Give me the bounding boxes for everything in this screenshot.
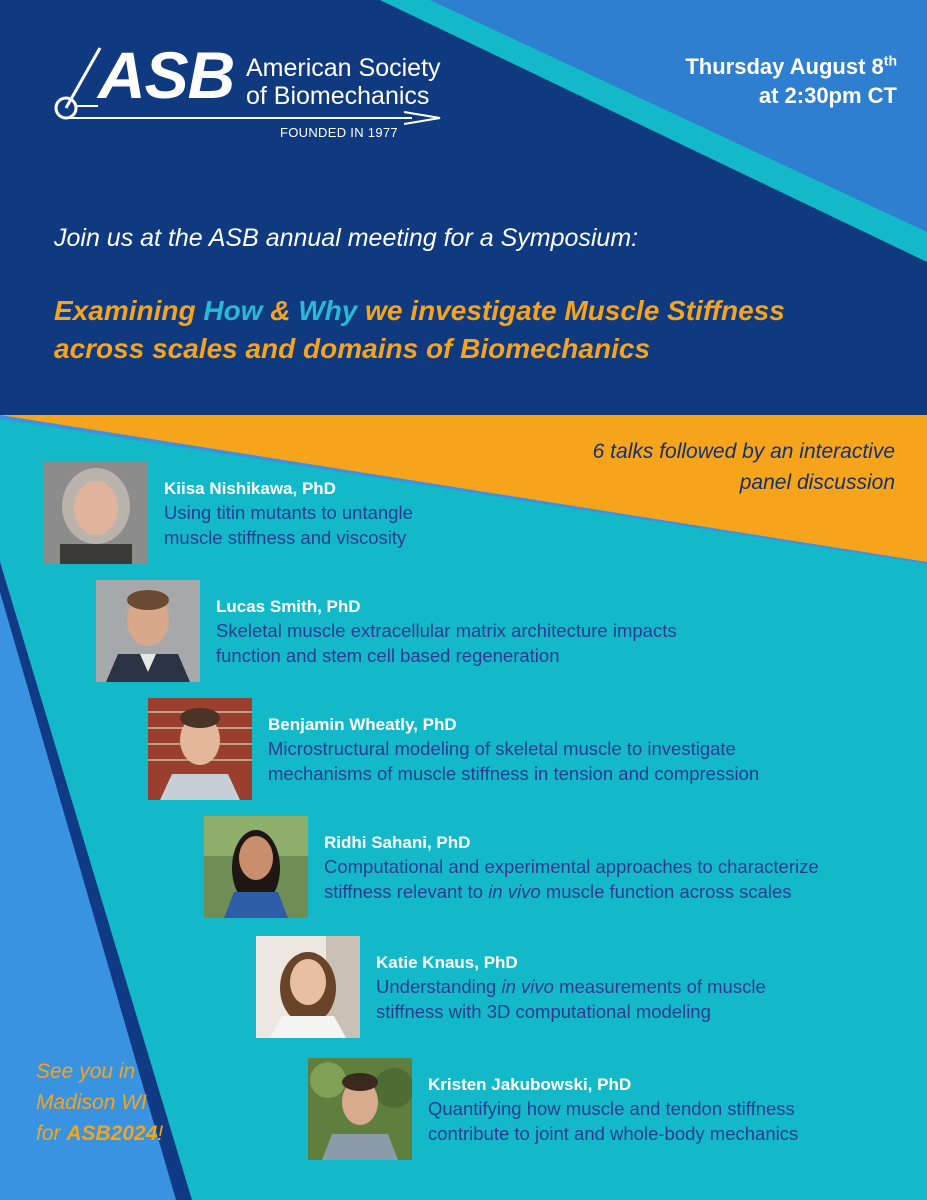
talk-title-line2 <box>324 879 819 904</box>
talk-text: muscle function across scales <box>540 881 792 902</box>
speaker-photo <box>148 698 252 800</box>
speaker-photo <box>308 1058 412 1160</box>
title-amp: & <box>262 295 299 326</box>
title-line1 <box>54 292 785 330</box>
event-date-suffix: th <box>883 52 897 69</box>
talks-note-line1: 6 talks followed by an interactive <box>592 440 895 463</box>
closing-line2: Madison WI <box>36 1091 147 1114</box>
title-why: Why <box>298 295 358 326</box>
logo-founded: FOUNDED IN 1977 <box>280 125 398 140</box>
speaker-name: Kristen Jakubowski, PhD <box>428 1075 632 1094</box>
talk-title-line2: stiffness with 3D computational modeling <box>376 1001 711 1022</box>
talk-title-line1: Using titin mutants to untangle <box>164 502 413 523</box>
talk-title-line1: Microstructural modeling of skeletal muscle to investigate <box>268 738 736 759</box>
title-line2: across scales and domains of Biomechanics <box>54 333 651 364</box>
title-part1: Examining <box>54 295 204 326</box>
speaker-info <box>164 478 413 550</box>
talk-text-italic: in vivo <box>501 976 554 997</box>
closing-text: ! <box>157 1122 164 1145</box>
closing-event-name: ASB2024 <box>66 1122 158 1145</box>
event-date <box>685 52 897 81</box>
speaker-name: Lucas Smith, PhD <box>216 597 361 616</box>
speaker-info <box>268 714 759 786</box>
talk-text: Understanding <box>376 976 502 997</box>
talk-title-line2: mechanisms of muscle stiffness in tension and compression <box>268 763 760 784</box>
speaker-photo <box>96 580 200 682</box>
talk-title-line1: Quantifying how muscle and tendon stiffness <box>428 1098 795 1119</box>
talk-title-line1: Skeletal muscle extracellular matrix architecture impacts <box>216 620 677 641</box>
logo-acronym: ASB <box>98 38 235 112</box>
event-date-text: Thursday August 8 <box>685 54 884 79</box>
speaker-name: Ridhi Sahani, PhD <box>324 833 471 852</box>
talk-title-line1 <box>376 974 766 999</box>
speaker-info <box>216 596 677 668</box>
talk-title-line2: muscle stiffness and viscosity <box>164 527 407 548</box>
logo-name-line1: American Society <box>246 54 441 82</box>
intro-text: Join us at the ASB annual meeting for a Symposium: <box>54 224 639 252</box>
closing-line3 <box>36 1118 163 1149</box>
closing-line1: See you in <box>36 1060 136 1083</box>
speaker-info <box>324 832 819 904</box>
event-time: at 2:30pm CT <box>758 83 897 108</box>
title-part2: we investigate Muscle Stiffness <box>357 295 785 326</box>
logo-name-line2: of Biomechanics <box>246 82 430 110</box>
event-date-time <box>685 52 897 110</box>
speaker-photo <box>204 816 308 918</box>
closing-text: for <box>36 1122 67 1145</box>
speaker-info <box>428 1074 798 1146</box>
closing-message <box>36 1056 163 1149</box>
talk-text: measurements of muscle <box>553 976 766 997</box>
speaker-name: Katie Knaus, PhD <box>376 953 518 972</box>
talk-title-line2: function and stem cell based regeneration <box>216 645 560 666</box>
talks-note <box>475 436 895 498</box>
talk-title-line1: Computational and experimental approaches to characterize <box>324 856 819 877</box>
speaker-name: Benjamin Wheatly, PhD <box>268 715 457 734</box>
talks-note-line2: panel discussion <box>739 471 895 494</box>
talk-text-italic: in vivo <box>488 881 541 902</box>
speaker-photo <box>44 462 148 564</box>
speaker-name: Kiisa Nishikawa, PhD <box>164 479 336 498</box>
speaker-info <box>376 952 766 1024</box>
speaker-photo <box>256 936 360 1038</box>
title-how: How <box>203 295 263 326</box>
asb-logo <box>52 40 452 150</box>
talk-text: stiffness relevant to <box>324 881 489 902</box>
talk-title-line2: contribute to joint and whole-body mechanics <box>428 1123 799 1144</box>
symposium-title <box>54 292 785 368</box>
